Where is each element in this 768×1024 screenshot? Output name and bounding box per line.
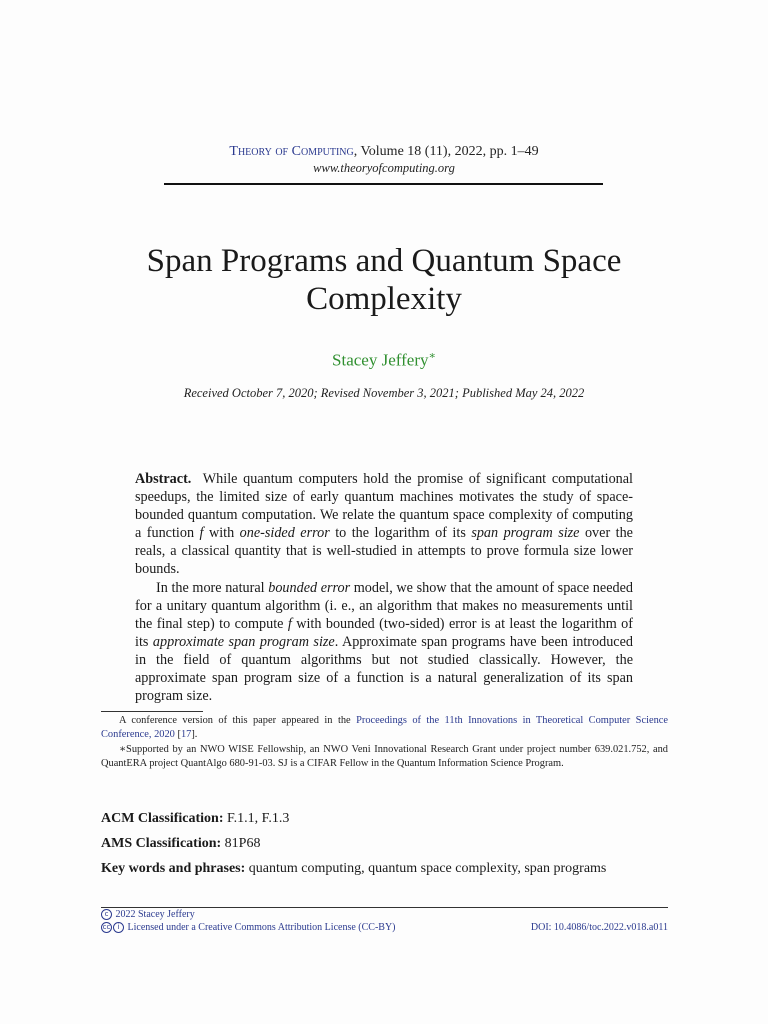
author-footnote-mark: ∗ [428,350,436,362]
attribution-icon: i [113,922,124,933]
abstract-paragraph-2: In the more natural bounded error model, we show that the amount of space needed for a unitary quantum algorithm (i. e., an algorithm that makes no measurements until the final step) to compute f with bounded (two-sided) error is at least the logarithm of its approximate span program size. Approximate span programs have been introduced in the field of quantum algorithms but not studied classically. However, the approximate span program size of a function is a natural generalization of its span program size. [135,579,633,705]
doi-link[interactable]: DOI: 10.4086/toc.2022.v018.a011 [530,922,668,933]
creative-commons-icon: cc [102,923,111,932]
abstract [135,470,633,705]
footer-rule [101,907,668,908]
footnote-support: ∗Supported by an NWO WISE Fellowship, an NWO Veni Innovational Research Grant under project number 639.021.752, and QuantERA project QuantAlgo 680-91-03. SJ is a CIFAR Fellow in the Quantum Information Science Program. [101,743,668,770]
ams-classification: AMS Classification: 81P68 [101,836,261,851]
footnote-conference: A conference version of this paper appeared in the Proceedings of the 11th Innovations in Theoretical Computer Science Conference, 2020 [17]. [101,715,668,741]
paper-title: Span Programs and Quantum Space Complexity [146,243,622,317]
abstract-label: Abstract. [135,471,192,487]
publication-dates: Received October 7, 2020; Revised November 3, 2021; Published May 24, 2022 [183,386,585,400]
author-line [0,349,768,371]
author-name[interactable]: Stacey Jeffery [332,350,429,370]
acm-classification: ACM Classification: F.1.1, F.1.3 [101,811,290,826]
license-link[interactable]: cc i Licensed under a Creative Commons Attribution License (CC-BY) [102,922,396,933]
abstract-paragraph-1: Abstract. While quantum computers hold the promise of significant computational speedups, the limited size of early quantum machines motivates the study of space-bounded quantum computation. We relate the quantum space complexity of computing a function f with one-sided error to the logarithm of its span program size over the reals, a classical quantity that is well-studied in attempts to prove formula size lower bounds. [135,471,633,578]
reference-link[interactable]: 17 [180,729,192,741]
keywords: Key words and phrases: quantum computing, quantum space complexity, span programs [101,861,607,876]
journal-issue: , Volume 18 (11), 2022, pp. 1–49 [353,144,539,159]
footnote-rule [101,711,203,712]
journal-header [0,144,768,160]
header-rule [164,183,603,185]
conference-link[interactable]: Proceedings of the 11th Innovations in Theoretical Computer Science Conference, 2020 [101,715,668,741]
copyright[interactable]: c 2022 Stacey Jeffery [101,909,195,920]
copyright-icon: c [101,909,112,920]
journal-name-link[interactable]: Theory of Computing [229,144,354,159]
footnotes [101,714,668,772]
journal-url[interactable]: www.theoryofcomputing.org [313,161,455,175]
